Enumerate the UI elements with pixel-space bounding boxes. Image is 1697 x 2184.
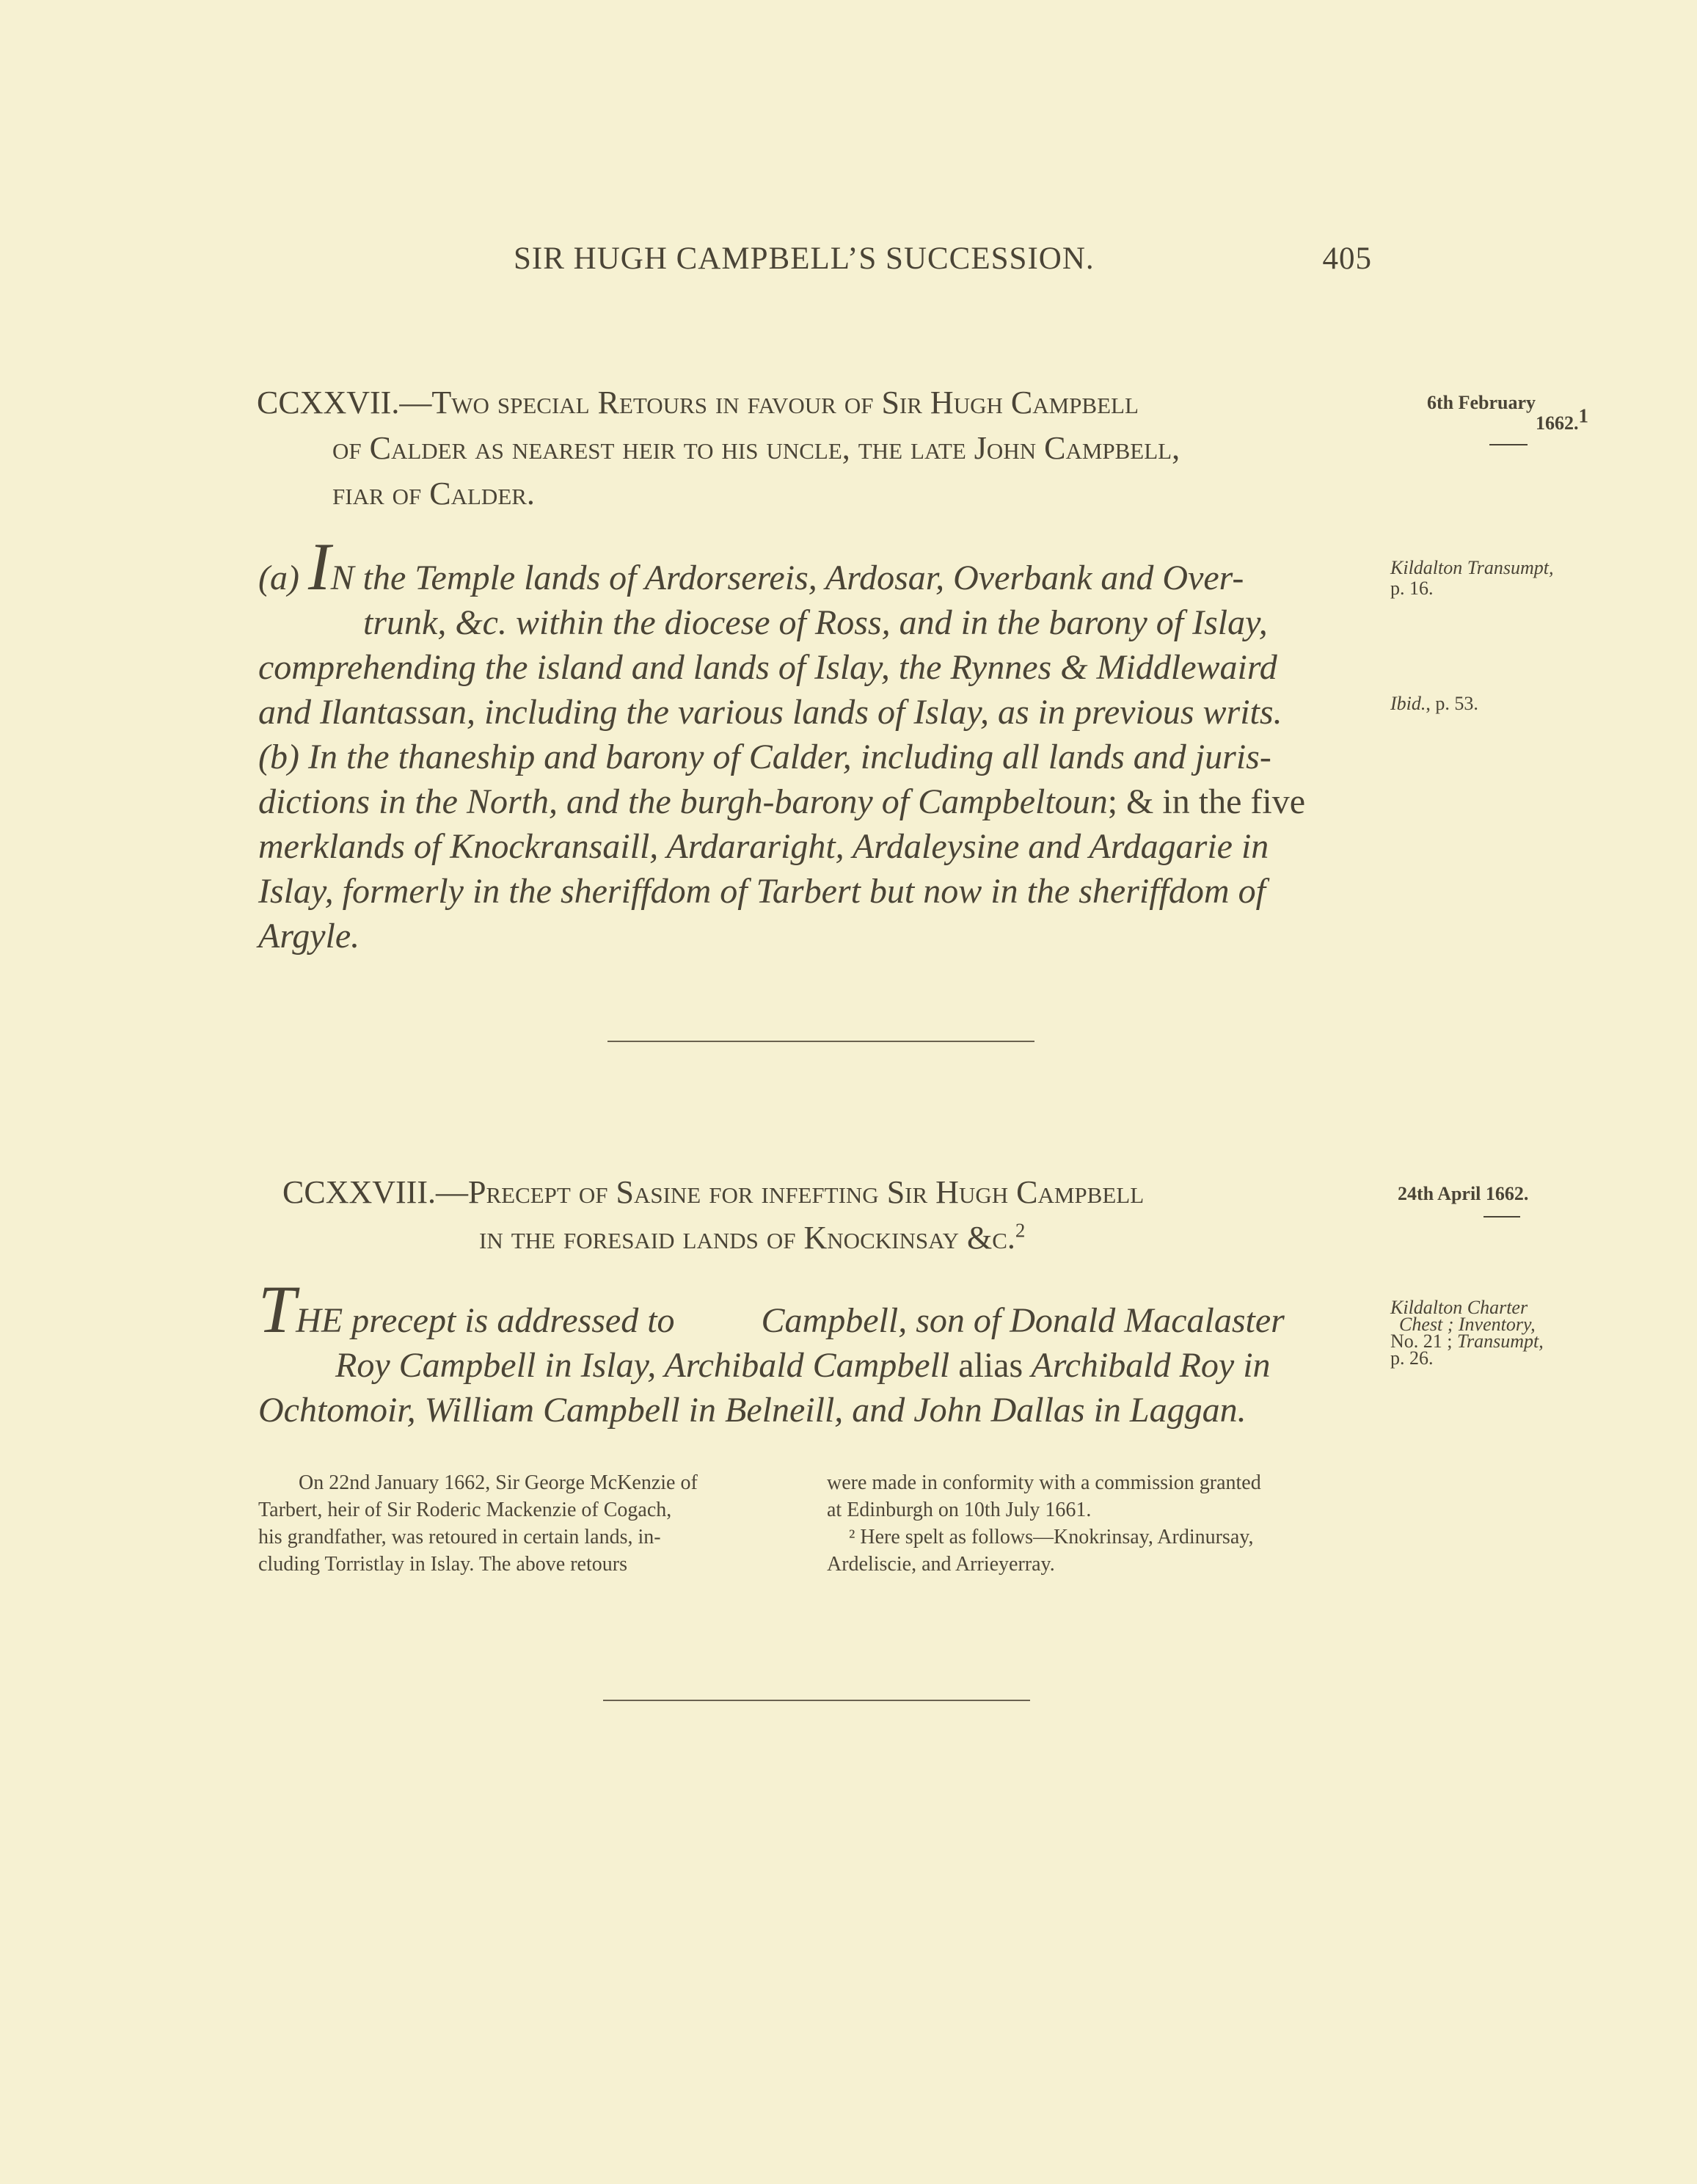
section-1-body-line-3: comprehending the island and lands of Islay, the Rynnes & Middlewaird	[258, 648, 1277, 687]
section-2-numeral: CCXXVIII.	[282, 1174, 436, 1210]
section-1-date	[1427, 393, 1603, 434]
section-2-body	[258, 1272, 1388, 1433]
section-2-dropcap: T	[258, 1272, 296, 1347]
section-1-body-line-7: merklands of Knockransaill, Ardararight, Ardaleysine and Ardagarie in	[258, 827, 1269, 866]
footnotes-left-column: On 22nd January 1662, Sir George McKenzie of Tarbert, heir of Sir Roderic Mackenzie of Cogach, his grandfather, was retoured in certain lands, in- cluding Torristlay in Islay. The above retours	[258, 1471, 698, 1576]
section-divider-2	[603, 1700, 1030, 1701]
section-1-side-ref-1: Kildalton Transumpt, p. 16.	[1390, 557, 1554, 599]
section-1-heading-line-2: of Calder as nearest heir to his uncle, the late John Campbell,	[332, 430, 1180, 466]
section-1-body-line-6: dictions in the North, and the burgh-barony of Campbeltoun; & in the five	[258, 782, 1305, 821]
section-1-body-line-8: Islay, formerly in the sheriffdom of Tarbert but now in the sheriffdom of	[258, 872, 1266, 911]
section-2-body-line-3: Ochtomoir, William Campbell in Belneill, and John Dallas in Laggan.	[258, 1391, 1247, 1430]
section-2-heading-line-2: in the foresaid lands of Knockinsay &c.$^2$	[479, 1219, 1026, 1256]
footnotes-right-column: were made in conformity with a commission granted at Edinburgh on 10th July 1661. ² Here spelt as follows—Knokrinsay, Ardinursay, Ardeliscie, and Arrieyerray.	[827, 1471, 1261, 1576]
page-number: 405	[1322, 241, 1372, 276]
section-2-side-ref: Kildalton Charter Chest ; Inventory, No. 21 ; Transumpt, p. 26.	[1390, 1297, 1544, 1369]
section-2-body-line-2: Roy Campbell in Islay, Archibald Campbell alias Archibald Roy in	[335, 1346, 1271, 1385]
section-1-body-line-4: and Ilantassan, including the various lands of Islay, as in previous writs.	[258, 693, 1282, 732]
section-1-heading-line-1: CCXXVII.—Two special Retours in favour of Sir Hugh Campbell	[257, 385, 1139, 421]
section-1-date-line-2: 1662.1	[1536, 404, 1588, 434]
running-head-title: SIR HUGH CAMPBELL’S SUCCESSION.	[514, 241, 1095, 276]
section-1-dropcap: I	[307, 529, 331, 604]
section-2-heading-line-1: CCXXVIII.—Precept of Sasine for infefting Sir Hugh Campbell	[282, 1174, 1145, 1210]
section-1-body-line-1: (a) IN the Temple lands of Ardorsereis, Ardosar, Overbank and Over-	[258, 529, 1244, 604]
section-1-body-line-2: trunk, &c. within the diocese of Ross, and in the barony of Islay,	[363, 603, 1268, 642]
section-2-body-line-1: THE precept is addressed to Campbell, son of Donald Macalaster	[258, 1272, 1285, 1347]
section-1-body	[258, 529, 1388, 958]
section-1-body-line-9: Argyle.	[258, 917, 360, 956]
section-divider-1	[607, 1041, 1034, 1042]
section-2-date: 24th April 1662.	[1398, 1183, 1529, 1204]
section-1-heading	[257, 380, 1379, 517]
section-1-side-ref-2: Ibid., p. 53.	[1390, 693, 1478, 714]
section-1-numeral: CCXXVII.	[257, 385, 400, 421]
section-1-date-line-1: 6th February	[1427, 392, 1536, 413]
section-2-heading	[282, 1170, 1361, 1261]
section-1-date-dash	[1489, 444, 1528, 445]
section-2-date-dash	[1483, 1216, 1520, 1217]
section-1-heading-line-3: fiar of Calder.	[332, 476, 535, 512]
section-1-body-line-5: (b) In the thaneship and barony of Calder, including all lands and juris-	[258, 738, 1271, 776]
